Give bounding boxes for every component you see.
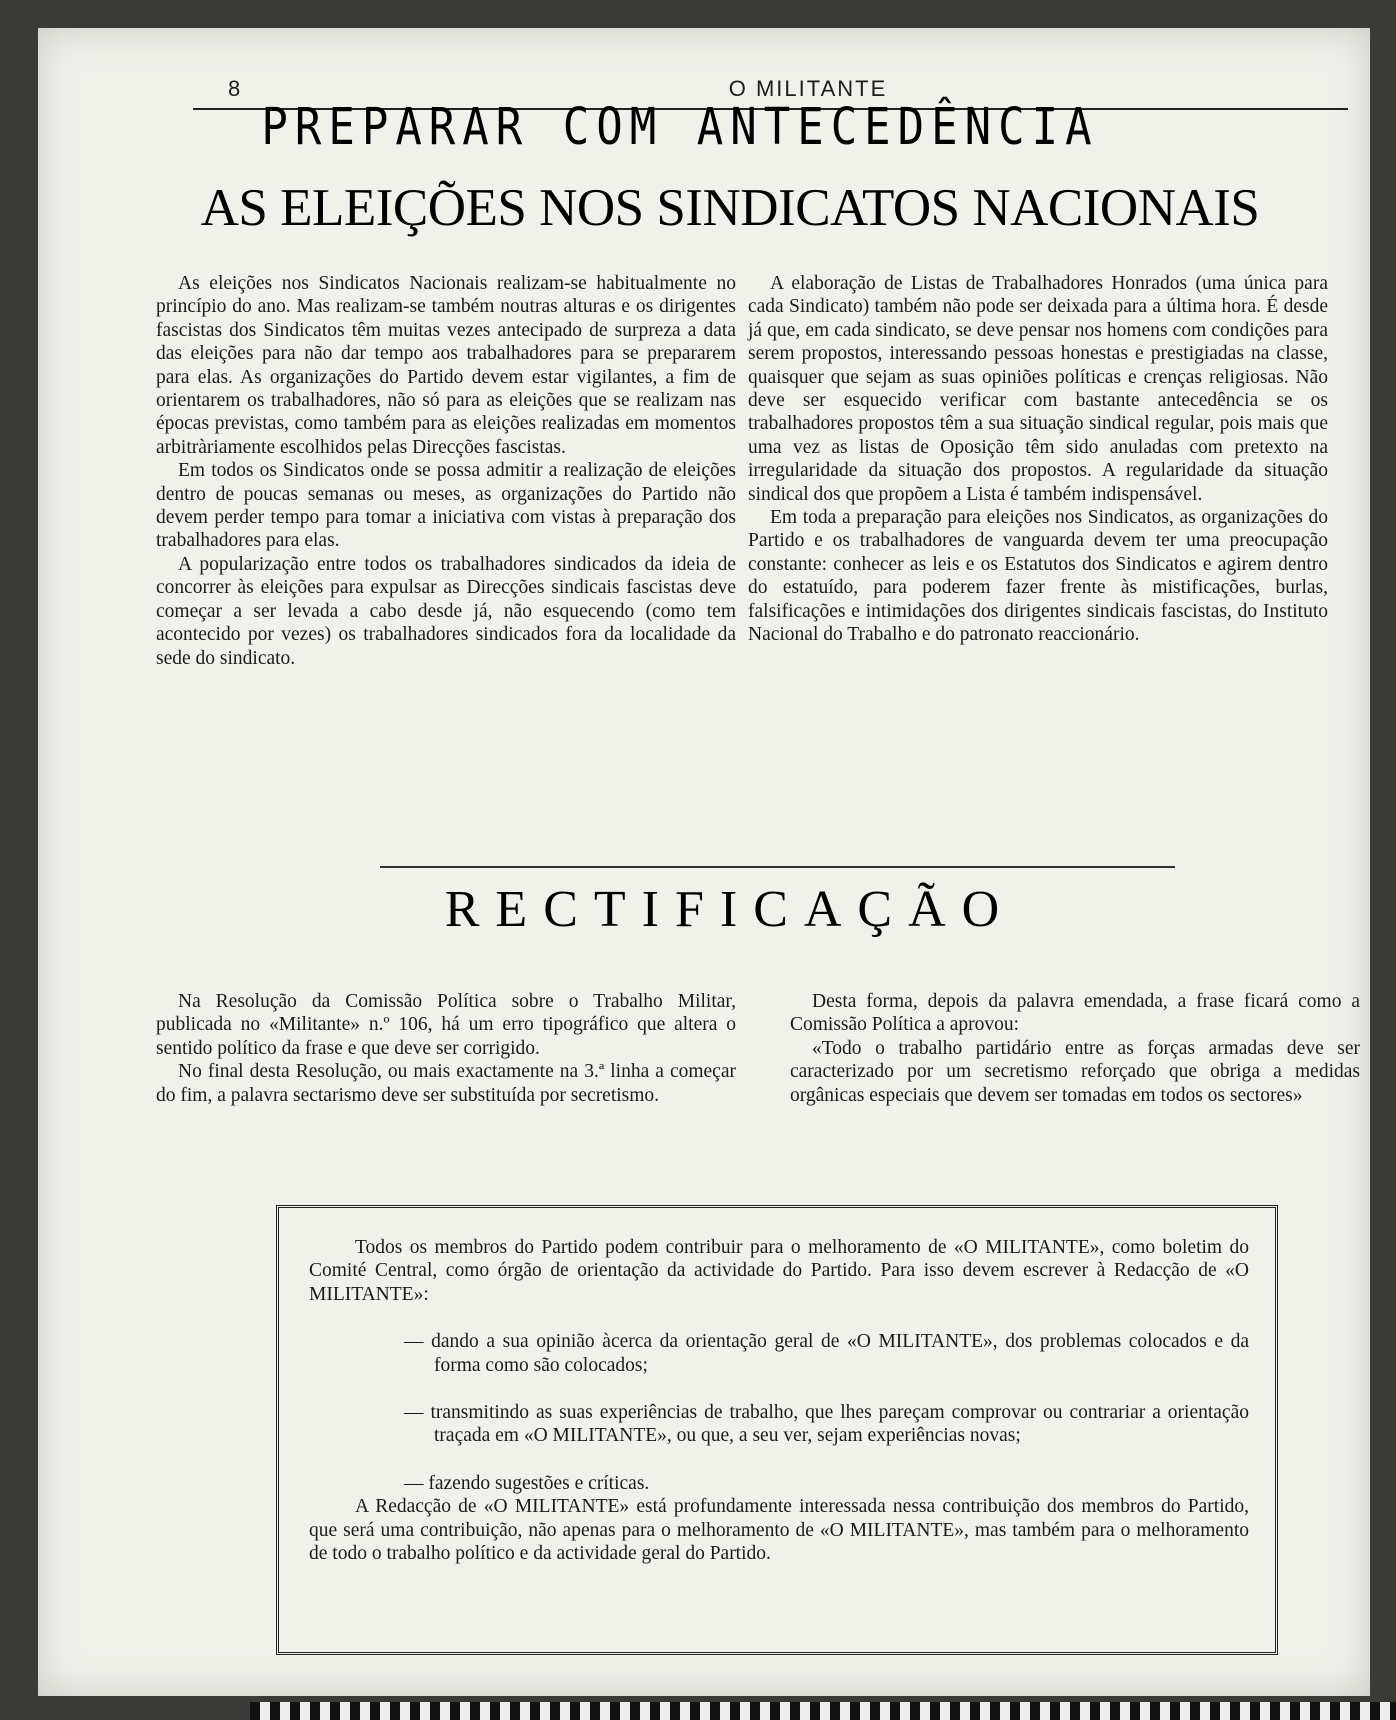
notice-text xyxy=(309,1236,1249,1565)
article-headline: AS ELEIÇÕES NOS SINDICATOS NACIONAIS xyxy=(200,179,1260,237)
quoted-sentence: «Todo o trabalho partidário entre as forças armadas deve ser caracterizado por um secretismo reforçado que obriga a medidas orgânicas especiais que devem ser tomadas em todos os sectores» xyxy=(790,1037,1360,1106)
notice-item: — fazendo sugestões e críticas. xyxy=(404,1472,650,1494)
paragraph: A popularização entre todos os trabalhadores sindicados da ideia de concorrer às eleições para expulsar as Direcções sindicais fascistas deve começar a ser levada a cabo desde já, não esquecendo (como tem acontecido por vezes) os trabalhadores sindicados fora da localidade da sede do sindicato. xyxy=(156,553,736,669)
notice-closing: A Redacção de «O MILITANTE» está profundamente interessada nessa contribuição dos membros do Partido, que será uma contribuição, não apenas para o melhoramento de «O MILITANTE», mas também para o melhoramento de todo o trabalho político e da actividade geral do Partido. xyxy=(309,1496,1249,1565)
paragraph: Em toda a preparação para eleições nos Sindicatos, as organizações do Partido e os trabalhadores de vanguarda devem ter uma preocupação constante: conhecer as leis e os Estatutos dos Sindicatos e agirem dentro do estatuído, para poderem fazer frente às mistificações, burlas, falsificações e intimidações dos dirigentes sindicais fascistas, do Instituto Nacional do Trabalho e do patronato reaccionário. xyxy=(748,507,1328,646)
paragraph: Em todos os Sindicatos onde se possa admitir a realização de eleições dentro de poucas semanas ou meses, as organizações do Partido não devem perder tempo para tomar a iniciativa com vistas à preparação dos trabalhadores para elas. xyxy=(156,460,736,552)
section-divider xyxy=(380,866,1175,868)
article-kicker: PREPARAR COM ANTECEDÊNCIA xyxy=(261,98,1099,157)
paragraph: A elaboração de Listas de Trabalhadores Honrados (uma única para cada Sindicato) também não pode ser deixada para a última hora. É desde já que, em cada sindicato, se deve pensar nos homens com condições para serem propostos, interessando pessoas honestas e prestigiadas na classe, quaisquer que sejam as suas opiniões políticas e crenças religiosas. Não deve ser esquecido verificar com bastante antecedência se os trabalhadores propostos têm a sua situação sindical regular, pois mais que uma vez as listas de Oposição têm sido anuladas com pretexto na irregularidade da situação dos propostos. A regularidade da situação sindical dos que propõem a Lista é também indispensável. xyxy=(748,273,1328,505)
notice-item: — dando a sua opinião àcerca da orientação geral de «O MILITANTE», dos problemas colocados e da forma como são colocados; xyxy=(404,1331,1249,1376)
rectification-title: RECTIFICAÇÃO xyxy=(444,881,1016,938)
rectification-right-column xyxy=(790,990,1360,1107)
article-right-column xyxy=(748,272,1328,647)
scale-ruler xyxy=(250,1702,1396,1720)
notice-intro: Todos os membros do Partido podem contribuir para o melhoramento de «O MILITANTE», como boletim do Comité Central, como órgão de orientação da actividade do Partido. Para isso devem escrever à Redacção de «O MILITANTE»: xyxy=(309,1237,1249,1305)
paragraph: No final desta Resolução, ou mais exactamente na 3.ª linha a começar do fim, a palavra sectarismo deve ser substituída por secretismo. xyxy=(156,1061,736,1106)
article-left-column xyxy=(156,272,736,670)
notice-box xyxy=(276,1205,1278,1655)
rectification-left-column xyxy=(156,990,736,1107)
notice-item: — transmitindo as suas experiências de trabalho, que lhes pareçam comprovar ou contrariar a orientação traçada em «O MILITANTE», ou que, a seu ver, sejam experiências novas; xyxy=(404,1402,1249,1447)
paragraph: Desta forma, depois da palavra emendada, a frase ficará como a Comissão Política a aprovou: xyxy=(790,991,1360,1036)
page-number: 8 xyxy=(228,76,241,101)
paragraph: As eleições nos Sindicatos Nacionais realizam-se habitualmente no princípio do ano. Mas realizam-se também noutras alturas e os dirigentes fascistas dos Sindicatos têm muitas vezes antecipado de surpreza a data das eleições para não dar tempo aos trabalhadores para se prepararem para elas. As organizações do Partido devem estar vigilantes, a fim de orientarem os trabalhadores, não só para as eleições que se realizam nas épocas previstas, como também para as eleições realizadas em momentos arbitràriamente escolhidos pelas Direcções fascistas. xyxy=(156,273,736,458)
paragraph: Na Resolução da Comissão Política sobre o Trabalho Militar, publicada no «Militante» n.º 106, há um erro tipográfico que altera o sentido político da frase e que deve ser corrigido. xyxy=(156,991,736,1059)
publication-title: O MILITANTE xyxy=(728,76,888,101)
